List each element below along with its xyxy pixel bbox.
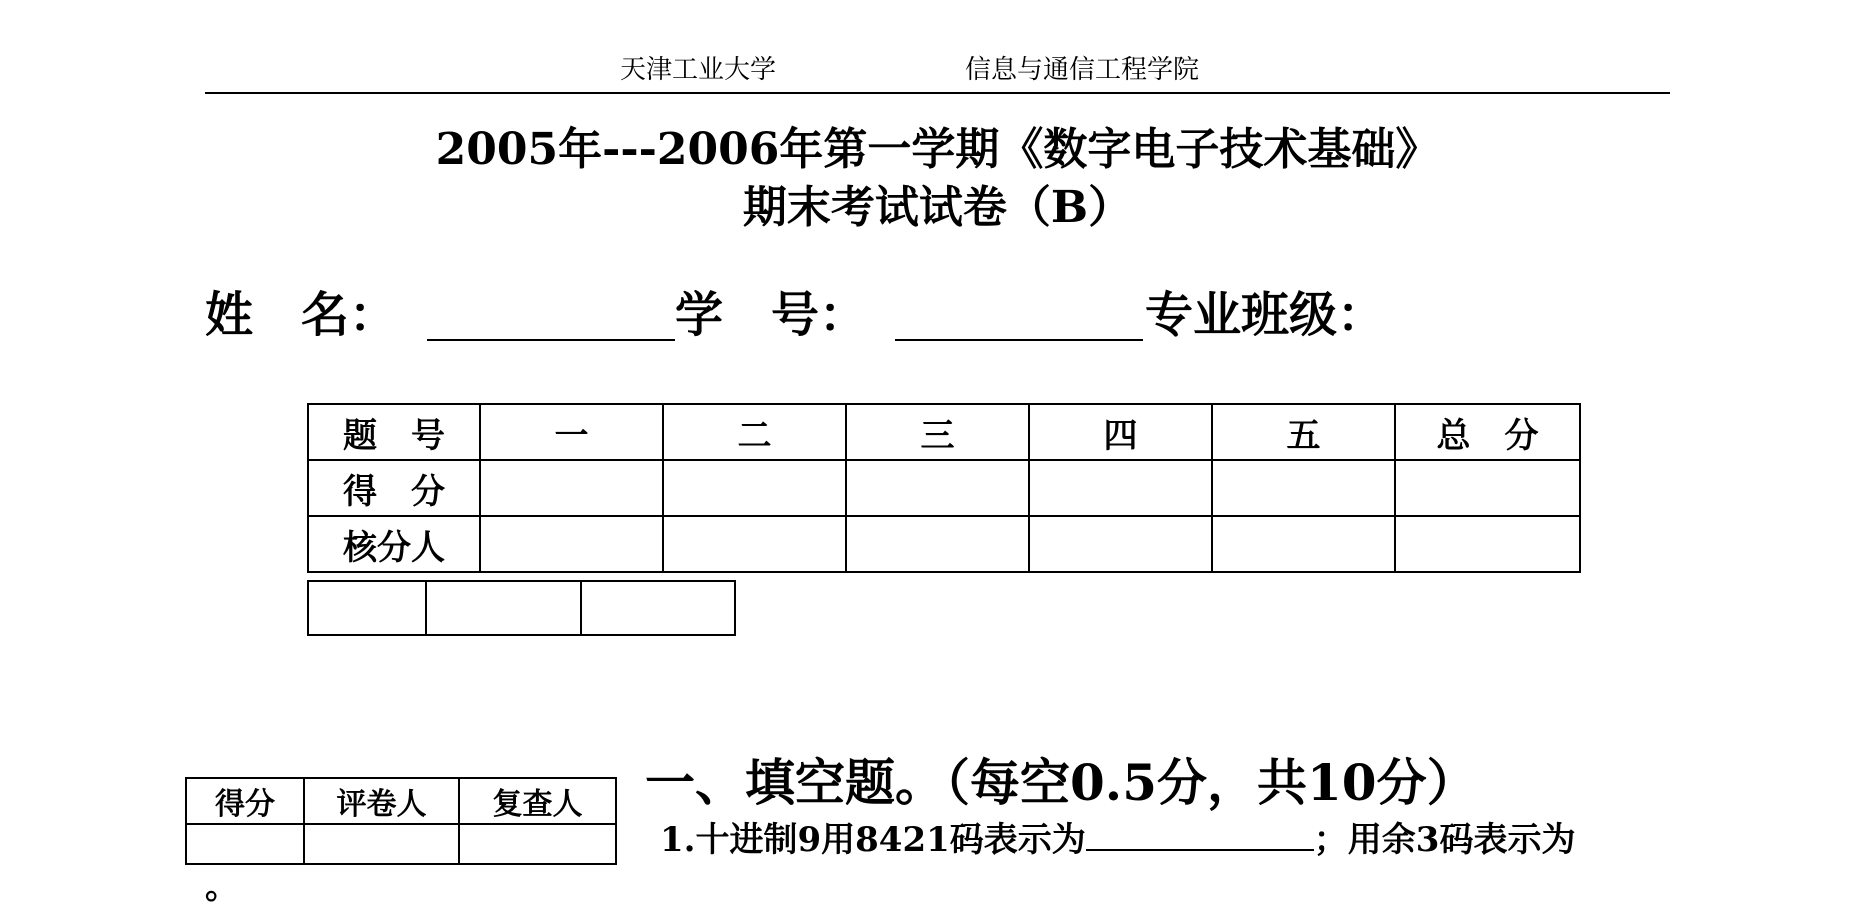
question-1-text-a: 1.十进制9用8421码表示为 <box>660 820 1086 860</box>
empty-cell[interactable] <box>580 580 736 636</box>
empty-cell[interactable] <box>425 580 580 636</box>
score-cell[interactable] <box>1395 460 1580 516</box>
score-table <box>307 403 1581 573</box>
score-cell[interactable] <box>846 460 1029 516</box>
header-q1: 一 <box>480 404 663 460</box>
grader-header-row <box>186 778 616 824</box>
grader-table <box>185 777 617 865</box>
exam-title: 2005年---2006年第一学期《数字电子技术基础》 <box>435 124 1440 175</box>
reviewer-label: 复查人 <box>459 778 616 824</box>
grader-score-cell[interactable] <box>186 824 304 864</box>
checker-row <box>308 516 1580 572</box>
university-name: 天津工业大学 <box>620 55 777 85</box>
section-title-fill-in: 一、填空题。（每空0.5分，共10分） <box>645 753 1477 812</box>
trailing-period: 。 <box>205 867 239 907</box>
header-total: 总 分 <box>1395 404 1580 460</box>
question-1-blank[interactable] <box>1086 819 1314 851</box>
score-row <box>308 460 1580 516</box>
checker-cell[interactable] <box>663 516 846 572</box>
score-cell[interactable] <box>480 460 663 516</box>
score-header-row <box>308 404 1580 460</box>
page-header <box>205 50 1670 94</box>
score-label: 得 分 <box>308 460 480 516</box>
header-q5: 五 <box>1212 404 1395 460</box>
checker-cell[interactable] <box>846 516 1029 572</box>
checker-cell[interactable] <box>1029 516 1212 572</box>
checker-cell[interactable] <box>1395 516 1580 572</box>
name-label: 姓 名： <box>205 287 398 343</box>
score-cell[interactable] <box>1029 460 1212 516</box>
header-q4: 四 <box>1029 404 1212 460</box>
question-1-text-b: ；用余3码表示为 <box>1313 820 1576 860</box>
question-number-label: 题 号 <box>308 404 480 460</box>
checker-cell[interactable] <box>480 516 663 572</box>
grader-score-label: 得分 <box>186 778 304 824</box>
name-blank[interactable] <box>427 339 675 341</box>
school-name: 信息与通信工程学院 <box>965 55 1200 85</box>
checker-cell[interactable] <box>1212 516 1395 572</box>
extra-empty-row <box>307 580 736 637</box>
question-1 <box>660 818 1575 862</box>
score-cell[interactable] <box>1212 460 1395 516</box>
student-id-blank[interactable] <box>895 339 1143 341</box>
grader-value-row <box>186 824 616 864</box>
grader-cell[interactable] <box>304 824 459 864</box>
empty-cell[interactable] <box>307 580 425 636</box>
header-q2: 二 <box>663 404 846 460</box>
score-cell[interactable] <box>663 460 846 516</box>
grader-label: 评卷人 <box>304 778 459 824</box>
reviewer-cell[interactable] <box>459 824 616 864</box>
header-q3: 三 <box>846 404 1029 460</box>
exam-subtitle: 期末考试试卷（B） <box>742 182 1133 233</box>
checker-label: 核分人 <box>308 516 480 572</box>
student-id-label: 学 号： <box>675 287 868 343</box>
class-label: 专业班级： <box>1145 287 1386 343</box>
